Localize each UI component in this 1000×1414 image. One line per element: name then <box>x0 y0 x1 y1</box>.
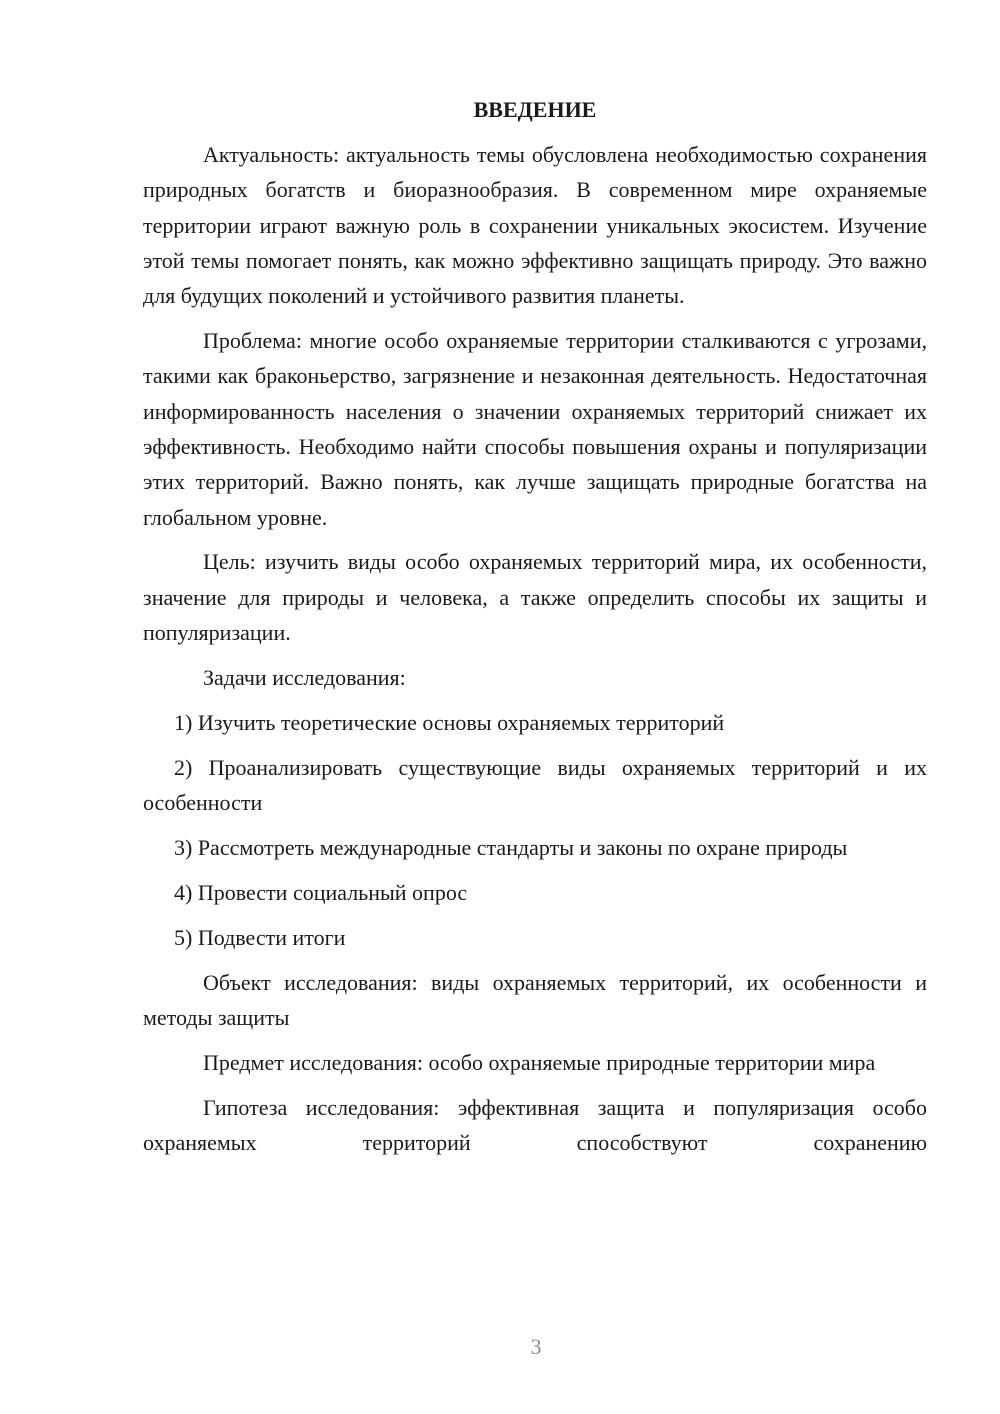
task-item-5: 5) Подвести итоги <box>174 924 346 950</box>
task-item-3: 3) Рассмотреть международные стандарты и законы по охране природы <box>174 834 848 860</box>
section-title: ВВЕДЕНИЕ <box>473 97 597 122</box>
document-page <box>143 92 927 1170</box>
task-item-4: 4) Провести социальный опрос <box>174 879 468 905</box>
paragraph-hypothesis: Гипотеза исследования: эффективная защита и популяризация особо охраняемых территорий способствуют сохранению <box>143 1094 927 1155</box>
page-number: 3 <box>530 1334 542 1359</box>
paragraph-problem: Проблема: многие особо охраняемые территории сталкиваются с угрозами, такими как браконьерство, загрязнение и незаконная деятельность. Недостаточная информированность населения о значении охраняемых территорий снижает их эффективность. Необходимо найти способы повышения охраны и популяризации этих территорий. Важно понять, как лучше защищать природные богатства на глобальном уровне. <box>143 328 927 530</box>
paragraph-subject: Предмет исследования: особо охраняемые природные территории мира <box>203 1049 876 1075</box>
paragraph-relevance: Актуальность: актуальность темы обусловлена необходимостью сохранения природных богатств и биоразнообразия. В современном мире охраняемые территории играют важную роль в сохранении уникальных экосистем. Изучение этой темы помогает понять, как можно эффективно защищать природу. Это важно для будущих поколений и устойчивого развития планеты. <box>143 142 927 309</box>
paragraph-goal: Цель: изучить виды особо охраняемых территорий мира, их особенности, значение для природы и человека, а также определить способы их защиты и популяризации. <box>143 549 927 646</box>
paragraph-object: Объект исследования: виды охраняемых территорий, их особенности и методы защиты <box>143 969 927 1030</box>
tasks-heading: Задачи исследования: <box>203 664 406 690</box>
task-item-1: 1) Изучить теоретические основы охраняемых территорий <box>174 709 725 735</box>
task-item-2: 2) Проанализировать существующие виды охраняемых территорий и их особенности <box>143 754 927 816</box>
